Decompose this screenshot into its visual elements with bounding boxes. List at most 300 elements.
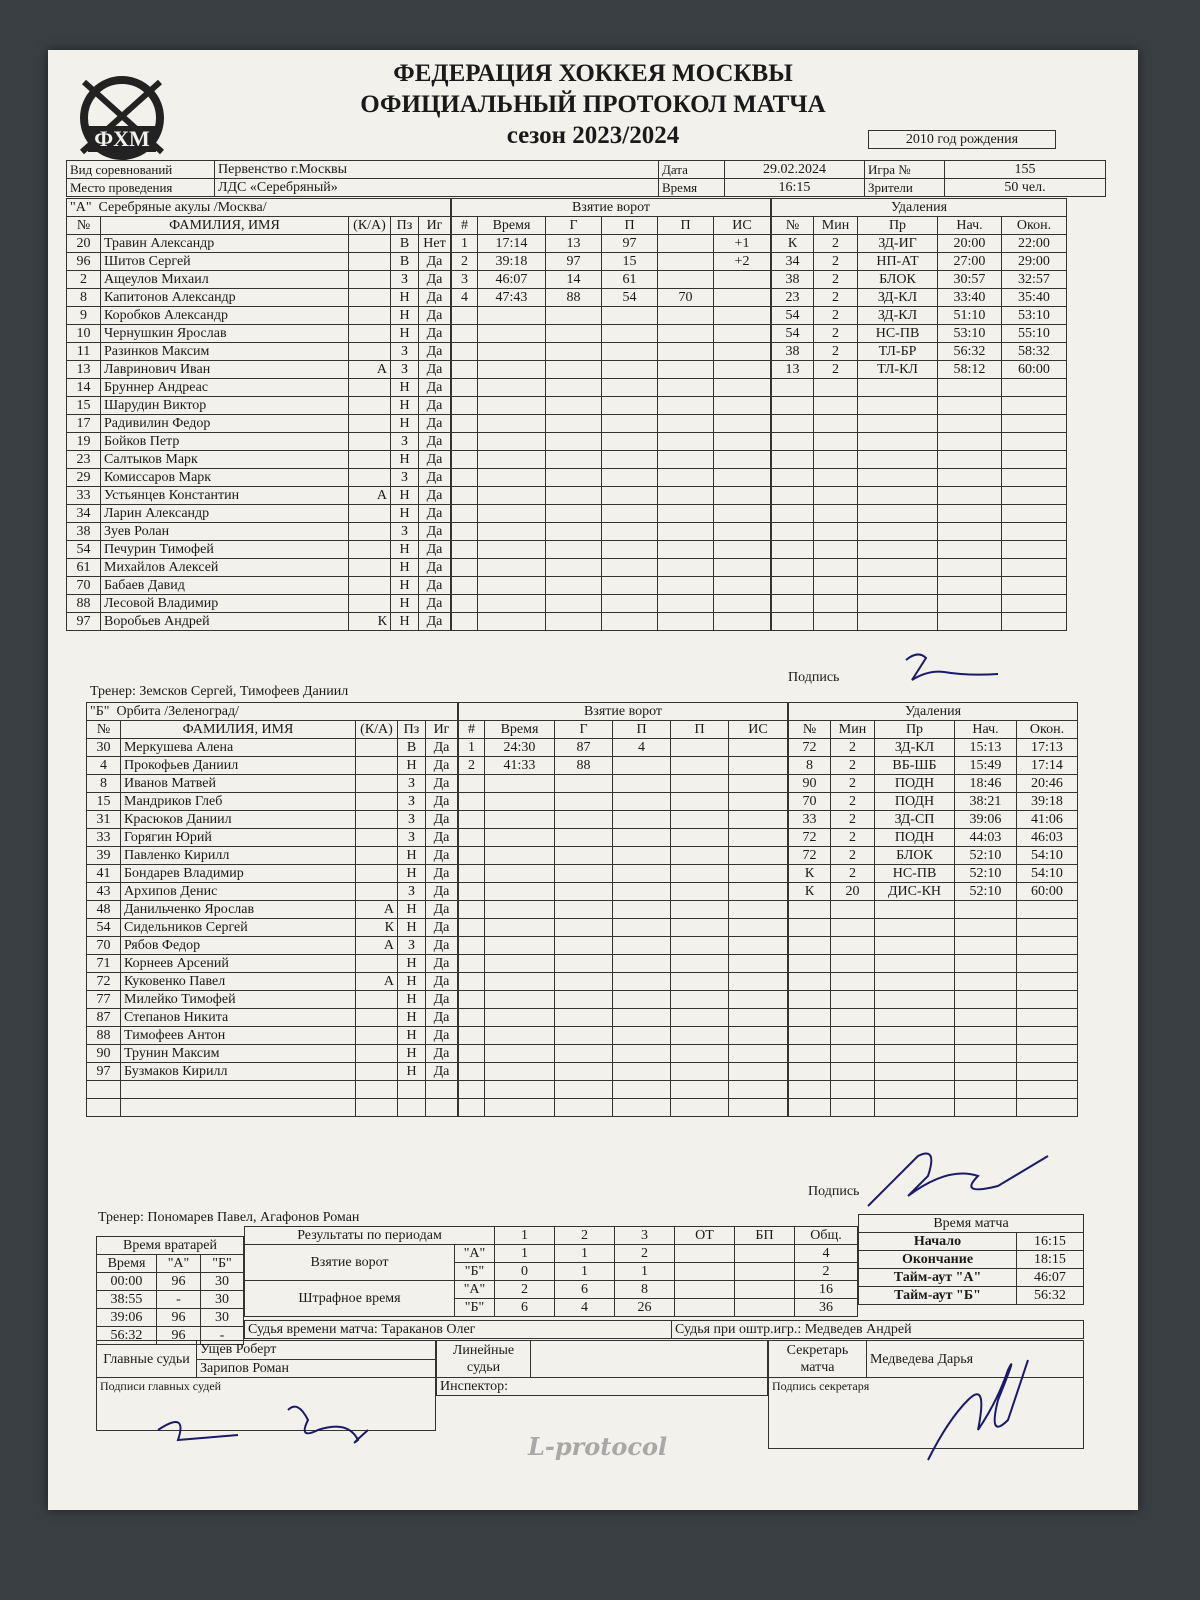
goal-situation bbox=[729, 1027, 788, 1045]
team-b-coach: Тренер: Пономарев Павел, Агафонов Роман bbox=[98, 1210, 360, 1225]
player-position: Н bbox=[391, 451, 419, 469]
player-position: В bbox=[391, 253, 419, 271]
player-number: 29 bbox=[67, 469, 101, 487]
team-a-coach: Тренер: Земсков Сергей, Тимофеев Даниил bbox=[90, 684, 349, 699]
penalty-number: 90 bbox=[789, 775, 831, 793]
player-position: Н bbox=[398, 1009, 426, 1027]
main-referee-1: Ущев Роберт bbox=[197, 1341, 436, 1360]
goal-assist1 bbox=[602, 343, 658, 361]
penalty-row bbox=[772, 343, 1067, 361]
goal-scorer bbox=[546, 343, 602, 361]
goal-situation bbox=[714, 271, 771, 289]
goal-situation bbox=[714, 361, 771, 379]
player-row bbox=[67, 361, 451, 379]
period-col-total: Общ. bbox=[795, 1227, 858, 1245]
player-position: Н bbox=[398, 991, 426, 1009]
goal-row bbox=[452, 451, 771, 469]
goal-row bbox=[452, 541, 771, 559]
goalie-a: 96 bbox=[157, 1309, 201, 1327]
goal-row bbox=[459, 1027, 788, 1045]
goal-index bbox=[452, 343, 478, 361]
timeout-a-value: 46:07 bbox=[1017, 1269, 1084, 1287]
goal-index bbox=[459, 955, 485, 973]
goal-time bbox=[485, 1027, 555, 1045]
player-number: 30 bbox=[87, 739, 121, 757]
penalty-row bbox=[772, 433, 1067, 451]
player-role bbox=[349, 469, 391, 487]
goalie-b: 30 bbox=[201, 1273, 244, 1291]
player-name: Зуев Ролан bbox=[101, 523, 349, 541]
penalty-row bbox=[772, 505, 1067, 523]
penalty-reason bbox=[858, 487, 938, 505]
penalty-reason: ЗД-СП bbox=[875, 811, 955, 829]
penalty-end: 60:00 bbox=[1017, 883, 1078, 901]
team-a-signature-icon bbox=[898, 650, 1008, 690]
goal-time bbox=[478, 343, 546, 361]
goalie-time: 39:06 bbox=[97, 1309, 157, 1327]
goal-situation bbox=[729, 847, 788, 865]
goal-situation bbox=[729, 991, 788, 1009]
penalty-end: 22:00 bbox=[1002, 235, 1067, 253]
player-number: 71 bbox=[87, 955, 121, 973]
goal-index bbox=[459, 829, 485, 847]
goal-assist2 bbox=[658, 307, 714, 325]
penalty-number bbox=[772, 415, 814, 433]
goal-row bbox=[452, 613, 771, 631]
team-b-penalties bbox=[788, 702, 1078, 1117]
goal-situation bbox=[729, 1099, 788, 1117]
goal-situation bbox=[714, 595, 771, 613]
player-row bbox=[67, 595, 451, 613]
player-number: 38 bbox=[67, 523, 101, 541]
pen-col-num: № bbox=[772, 217, 814, 235]
penalty-number: 72 bbox=[789, 739, 831, 757]
penalty-minutes bbox=[814, 541, 858, 559]
player-position: Н bbox=[398, 1027, 426, 1045]
goal-scorer bbox=[555, 1063, 613, 1081]
penalty-minutes: 2 bbox=[814, 235, 858, 253]
penalty-reason bbox=[858, 415, 938, 433]
player-role bbox=[356, 775, 398, 793]
player-number: 97 bbox=[87, 1063, 121, 1081]
secretary-label: Секретарь матча bbox=[769, 1341, 867, 1378]
goal-assist2: 70 bbox=[658, 289, 714, 307]
penalty-reason bbox=[858, 613, 938, 631]
penalty-minutes bbox=[814, 469, 858, 487]
goals-b-ot bbox=[675, 1263, 735, 1281]
player-position: З bbox=[391, 271, 419, 289]
goal-index bbox=[452, 379, 478, 397]
player-row bbox=[87, 793, 458, 811]
player-position: Н bbox=[391, 415, 419, 433]
penalty-start bbox=[955, 1009, 1017, 1027]
penalty-number bbox=[772, 469, 814, 487]
goal-assist2 bbox=[671, 847, 729, 865]
goal-row bbox=[452, 289, 771, 307]
goal-assist2 bbox=[658, 595, 714, 613]
goal-scorer bbox=[546, 433, 602, 451]
penalty-minutes bbox=[831, 901, 875, 919]
penalty-start bbox=[938, 451, 1002, 469]
player-role: А bbox=[349, 487, 391, 505]
player-number: 8 bbox=[87, 775, 121, 793]
player-position: Н bbox=[398, 1045, 426, 1063]
player-name: Комиссаров Марк bbox=[101, 469, 349, 487]
goal-index bbox=[452, 307, 478, 325]
goal-time bbox=[478, 613, 546, 631]
goal-assist1: 61 bbox=[602, 271, 658, 289]
player-row bbox=[87, 811, 458, 829]
player-role: А bbox=[356, 973, 398, 991]
goal-index bbox=[459, 1081, 485, 1099]
goal-index bbox=[459, 1063, 485, 1081]
goal-col-idx: # bbox=[459, 721, 485, 739]
player-position: Н bbox=[391, 379, 419, 397]
goal-situation bbox=[729, 757, 788, 775]
player-row bbox=[67, 271, 451, 289]
goal-row bbox=[459, 1063, 788, 1081]
player-position: Н bbox=[391, 325, 419, 343]
penalty-minutes: 2 bbox=[814, 361, 858, 379]
goal-row bbox=[459, 1045, 788, 1063]
penalty-reason: ЗД-КЛ bbox=[875, 739, 955, 757]
goal-time bbox=[478, 595, 546, 613]
penalty-end: 35:40 bbox=[1002, 289, 1067, 307]
penalty-row bbox=[772, 577, 1067, 595]
player-played: Да bbox=[426, 775, 458, 793]
main-referees-sign-label: Подписи главных судей bbox=[97, 1378, 436, 1431]
penalty-end: 32:57 bbox=[1002, 271, 1067, 289]
player-position: З bbox=[391, 469, 419, 487]
goal-row bbox=[452, 397, 771, 415]
goal-assist2 bbox=[671, 1027, 729, 1045]
pen-col-min: Мин bbox=[831, 721, 875, 739]
penalty-start: 18:46 bbox=[955, 775, 1017, 793]
player-played: Да bbox=[426, 811, 458, 829]
player-position: Н bbox=[398, 919, 426, 937]
penalty-reason bbox=[858, 451, 938, 469]
player-number: 43 bbox=[87, 883, 121, 901]
goal-scorer bbox=[555, 1027, 613, 1045]
player-row bbox=[87, 757, 458, 775]
goal-scorer bbox=[546, 505, 602, 523]
goal-assist2 bbox=[671, 775, 729, 793]
penalty-start bbox=[938, 541, 1002, 559]
player-position: Н bbox=[391, 397, 419, 415]
penalty-minutes bbox=[814, 577, 858, 595]
player-role bbox=[349, 595, 391, 613]
goal-index bbox=[452, 505, 478, 523]
goal-scorer bbox=[546, 523, 602, 541]
player-role bbox=[349, 559, 391, 577]
penalty-reason bbox=[875, 1063, 955, 1081]
penalty-end: 60:00 bbox=[1002, 361, 1067, 379]
goal-situation bbox=[714, 379, 771, 397]
team-a-goals-title: Взятие ворот bbox=[452, 199, 771, 217]
penalty-row bbox=[772, 541, 1067, 559]
penalty-row bbox=[789, 1099, 1078, 1117]
penalty-reason: НС-ПВ bbox=[858, 325, 938, 343]
goal-scorer bbox=[546, 397, 602, 415]
goal-index bbox=[459, 901, 485, 919]
player-name: Радивилин Федор bbox=[101, 415, 349, 433]
goal-time bbox=[478, 325, 546, 343]
penalty-end bbox=[1017, 991, 1078, 1009]
goal-time: 47:43 bbox=[478, 289, 546, 307]
goal-index bbox=[452, 325, 478, 343]
player-role bbox=[349, 523, 391, 541]
goal-assist1 bbox=[613, 1081, 671, 1099]
penalty-start: 15:49 bbox=[955, 757, 1017, 775]
goal-time bbox=[478, 577, 546, 595]
player-name: Красюков Даниил bbox=[121, 811, 356, 829]
player-number: 72 bbox=[87, 973, 121, 991]
penalty-reason bbox=[858, 541, 938, 559]
player-played: Да bbox=[419, 469, 451, 487]
player-row bbox=[67, 559, 451, 577]
player-played: Да bbox=[426, 865, 458, 883]
goal-time bbox=[478, 487, 546, 505]
player-name: Милейко Тимофей bbox=[121, 991, 356, 1009]
goal-assist1 bbox=[602, 451, 658, 469]
goal-row bbox=[459, 793, 788, 811]
penalty-end: 55:10 bbox=[1002, 325, 1067, 343]
goal-row bbox=[459, 919, 788, 937]
penalty-start: 56:32 bbox=[938, 343, 1002, 361]
penalty-number bbox=[789, 1081, 831, 1099]
goal-scorer: 88 bbox=[546, 289, 602, 307]
penalty-end: 20:46 bbox=[1017, 775, 1078, 793]
player-role bbox=[349, 451, 391, 469]
goal-assist2 bbox=[671, 901, 729, 919]
goal-index: 4 bbox=[452, 289, 478, 307]
goal-scorer bbox=[546, 559, 602, 577]
penalty-end bbox=[1017, 1045, 1078, 1063]
penalty-minutes bbox=[831, 937, 875, 955]
goalie-row bbox=[97, 1309, 244, 1327]
penalty-number bbox=[789, 919, 831, 937]
player-played: Да bbox=[426, 793, 458, 811]
goal-situation bbox=[714, 415, 771, 433]
time-value: 16:15 bbox=[725, 179, 865, 197]
goal-scorer bbox=[555, 1045, 613, 1063]
goal-row bbox=[452, 271, 771, 289]
penalty-start: 15:13 bbox=[955, 739, 1017, 757]
goals-a-p3: 2 bbox=[615, 1245, 675, 1263]
competition-value: Первенство г.Москвы bbox=[215, 161, 659, 179]
penalty-number: 38 bbox=[772, 343, 814, 361]
goal-assist2 bbox=[671, 739, 729, 757]
goal-assist1 bbox=[613, 757, 671, 775]
player-row bbox=[87, 847, 458, 865]
player-row bbox=[67, 307, 451, 325]
goal-time bbox=[478, 451, 546, 469]
player-name: Воробьев Андрей bbox=[101, 613, 349, 631]
penalty-end bbox=[1002, 559, 1067, 577]
goal-row bbox=[459, 757, 788, 775]
player-position: Н bbox=[398, 973, 426, 991]
pim-a-p3: 8 bbox=[615, 1281, 675, 1299]
penalty-number: 70 bbox=[789, 793, 831, 811]
goalie-time: 00:00 bbox=[97, 1273, 157, 1291]
player-role bbox=[349, 379, 391, 397]
penalty-start bbox=[938, 379, 1002, 397]
goal-time bbox=[485, 919, 555, 937]
player-position: В bbox=[391, 235, 419, 253]
player-position: З bbox=[391, 523, 419, 541]
goal-scorer bbox=[555, 847, 613, 865]
player-name: Горягин Юрий bbox=[121, 829, 356, 847]
player-name: Рябов Федор bbox=[121, 937, 356, 955]
periods-team-a: "А" bbox=[455, 1245, 495, 1263]
penalty-start bbox=[938, 433, 1002, 451]
goal-time: 41:33 bbox=[485, 757, 555, 775]
player-row bbox=[67, 577, 451, 595]
goal-time: 39:18 bbox=[478, 253, 546, 271]
penalty-reason: ТЛ-БР bbox=[858, 343, 938, 361]
periods-team-a: "А" bbox=[455, 1281, 495, 1299]
player-name: Ларин Александр bbox=[101, 505, 349, 523]
player-played: Да bbox=[419, 253, 451, 271]
player-number: 88 bbox=[67, 595, 101, 613]
penalty-number: К bbox=[789, 883, 831, 901]
player-row bbox=[87, 739, 458, 757]
player-name: Травин Александр bbox=[101, 235, 349, 253]
goal-assist1 bbox=[613, 811, 671, 829]
goal-situation bbox=[714, 307, 771, 325]
goal-situation bbox=[714, 325, 771, 343]
player-role bbox=[356, 793, 398, 811]
goal-row bbox=[459, 937, 788, 955]
goal-index bbox=[452, 577, 478, 595]
goal-scorer bbox=[546, 469, 602, 487]
penalty-start bbox=[938, 613, 1002, 631]
goal-row bbox=[459, 811, 788, 829]
penalty-start: 58:12 bbox=[938, 361, 1002, 379]
player-played: Да bbox=[419, 325, 451, 343]
player-position: Н bbox=[391, 595, 419, 613]
goal-scorer: 87 bbox=[555, 739, 613, 757]
match-start-label: Начало bbox=[859, 1233, 1017, 1251]
goal-assist2 bbox=[658, 253, 714, 271]
player-name: Лавринович Иван bbox=[101, 361, 349, 379]
penalty-minutes bbox=[831, 919, 875, 937]
player-row bbox=[67, 505, 451, 523]
goal-assist1 bbox=[602, 325, 658, 343]
player-number: 19 bbox=[67, 433, 101, 451]
penalty-row bbox=[789, 991, 1078, 1009]
pen-col-start: Нач. bbox=[955, 721, 1017, 739]
goal-assist1: 97 bbox=[602, 235, 658, 253]
penalty-minutes: 2 bbox=[831, 829, 875, 847]
goal-assist1 bbox=[613, 883, 671, 901]
goal-assist2 bbox=[671, 973, 729, 991]
penalty-number: 72 bbox=[789, 829, 831, 847]
penalty-end bbox=[1002, 397, 1067, 415]
goal-index bbox=[459, 1009, 485, 1027]
player-row bbox=[67, 433, 451, 451]
goal-time bbox=[485, 847, 555, 865]
goalie-time-title: Время вратарей bbox=[97, 1237, 244, 1255]
player-row bbox=[67, 541, 451, 559]
penalty-reason: ЗД-ИГ bbox=[858, 235, 938, 253]
player-name: Коробков Александр bbox=[101, 307, 349, 325]
penalty-row bbox=[789, 775, 1078, 793]
player-name: Капитонов Александр bbox=[101, 289, 349, 307]
goal-situation bbox=[729, 901, 788, 919]
player-role: А bbox=[349, 361, 391, 379]
penalty-minutes: 2 bbox=[831, 811, 875, 829]
penalty-reason bbox=[875, 919, 955, 937]
penalty-number bbox=[772, 433, 814, 451]
goal-row bbox=[452, 577, 771, 595]
penalty-row bbox=[789, 883, 1078, 901]
penalty-row bbox=[789, 919, 1078, 937]
goal-assist1 bbox=[613, 955, 671, 973]
player-role bbox=[356, 1081, 398, 1099]
player-name: Прокофьев Даниил bbox=[121, 757, 356, 775]
penalty-row bbox=[772, 253, 1067, 271]
player-role: А bbox=[356, 901, 398, 919]
goal-scorer bbox=[546, 379, 602, 397]
player-position: З bbox=[398, 883, 426, 901]
match-end-label: Окончание bbox=[859, 1251, 1017, 1269]
penalty-minutes bbox=[814, 433, 858, 451]
player-played: Да bbox=[426, 739, 458, 757]
penalty-row bbox=[772, 271, 1067, 289]
penalty-number: 33 bbox=[789, 811, 831, 829]
goal-index: 1 bbox=[452, 235, 478, 253]
goal-index bbox=[452, 469, 478, 487]
goal-row bbox=[459, 1081, 788, 1099]
goal-scorer bbox=[555, 901, 613, 919]
penalty-minutes bbox=[814, 415, 858, 433]
player-row bbox=[67, 343, 451, 361]
goal-assist2 bbox=[671, 1099, 729, 1117]
goal-assist2 bbox=[658, 433, 714, 451]
goal-assist1 bbox=[613, 919, 671, 937]
penalty-number bbox=[772, 505, 814, 523]
penalty-minutes: 2 bbox=[831, 865, 875, 883]
penalty-start: 30:57 bbox=[938, 271, 1002, 289]
player-played: Да bbox=[426, 1063, 458, 1081]
penalty-row bbox=[789, 1063, 1078, 1081]
officials-row bbox=[244, 1320, 1084, 1339]
player-name bbox=[121, 1081, 356, 1099]
player-row bbox=[87, 1027, 458, 1045]
goal-assist2 bbox=[658, 343, 714, 361]
player-position: З bbox=[391, 361, 419, 379]
player-played: Да bbox=[419, 577, 451, 595]
goal-time bbox=[478, 379, 546, 397]
pim-a-ot bbox=[675, 1281, 735, 1299]
goal-situation bbox=[729, 829, 788, 847]
goals-a-total: 4 bbox=[795, 1245, 858, 1263]
player-row bbox=[67, 469, 451, 487]
goal-situation bbox=[714, 613, 771, 631]
goals-a-ot bbox=[675, 1245, 735, 1263]
player-name: Тимофеев Антон bbox=[121, 1027, 356, 1045]
goal-time bbox=[485, 937, 555, 955]
periods-title: Результаты по периодам bbox=[245, 1227, 495, 1245]
penalty-reason bbox=[875, 955, 955, 973]
goal-assist2 bbox=[658, 487, 714, 505]
penalty-start bbox=[938, 487, 1002, 505]
penalty-row bbox=[772, 523, 1067, 541]
goal-assist1 bbox=[602, 577, 658, 595]
penalty-minutes bbox=[831, 1009, 875, 1027]
penalty-end bbox=[1017, 1081, 1078, 1099]
